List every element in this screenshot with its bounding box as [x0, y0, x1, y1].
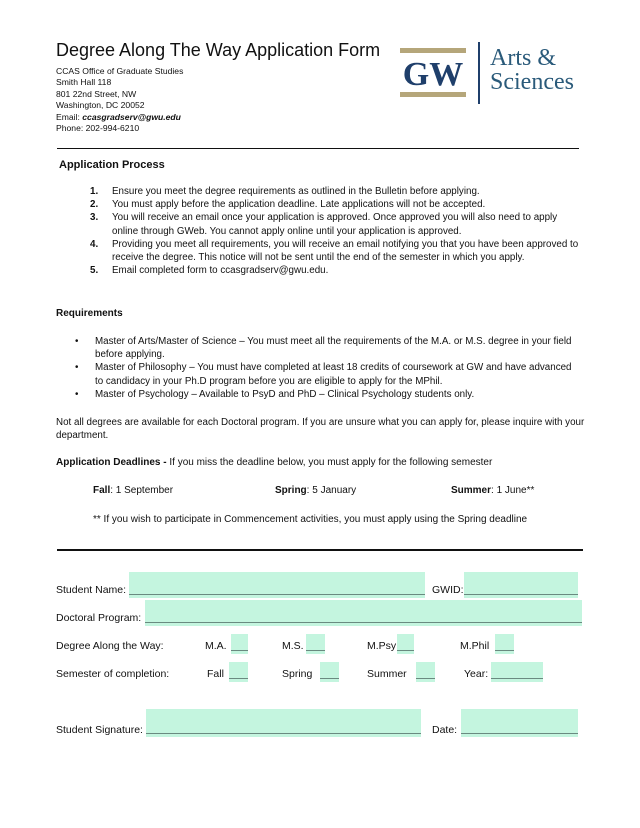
- office-address: [56, 66, 183, 134]
- deadline-fall: Fall: 1 September: [93, 485, 174, 496]
- office-email-link[interactable]: ccasgradserv@gwu.edu: [82, 111, 181, 122]
- degree-option-ma-field[interactable]: [231, 634, 248, 654]
- doctoral-program-label: Doctoral Program:: [56, 612, 142, 624]
- degree-option-mphil-label: M.Phil: [460, 640, 490, 652]
- list-item: • Master of Arts/Master of Science – You must meet all the requirements of the M.A. or M.S. degree in your field before applying.: [75, 336, 572, 361]
- semester-option-spring-label: Spring: [282, 668, 313, 680]
- signature-label: Student Signature:: [56, 724, 143, 736]
- logo-divider: [478, 42, 480, 104]
- page-title: Degree Along The Way Application Form: [56, 40, 381, 60]
- student-name-field[interactable]: [129, 572, 425, 598]
- requirements-list: [75, 335, 580, 401]
- year-field[interactable]: [491, 662, 543, 682]
- office-line: Washington, DC 20052: [56, 100, 145, 111]
- list-item: 5. Email completed form to ccasgradserv@gwu.edu.: [90, 265, 329, 277]
- year-label: Year:: [464, 668, 489, 680]
- list-item: 2. You must apply before the application deadline. Late applications will not be accepted.: [90, 199, 486, 211]
- form-divider: [57, 549, 583, 551]
- header-divider: [57, 148, 579, 149]
- list-item: • Master of Philosophy – You must have completed at least 18 credits of coursework at GW and have advanced to candidacy in your Ph.D program before you are eligible to apply for the MPhil.: [75, 362, 572, 387]
- degree-option-mphil-field[interactable]: [495, 634, 514, 654]
- gw-logo-mark: [400, 48, 466, 101]
- requirements-heading: Requirements: [56, 308, 123, 319]
- list-item: 4. Providing you meet all requirements, you will receive an email notifying you that you have been approved to receive the degree. This notice will not be sent until the end of the semester in which you apply.: [90, 238, 579, 264]
- semester-option-fall-label: Fall: [207, 668, 224, 680]
- degree-option-ms-label: M.S.: [282, 640, 304, 652]
- degree-option-mpsy-label: M.Psy: [367, 640, 397, 652]
- doctoral-program-field[interactable]: [145, 600, 582, 626]
- logo-line-2: Sciences: [490, 69, 574, 95]
- gwid-field[interactable]: [464, 572, 578, 598]
- office-email: Email: ccasgradserv@gwu.edu: [56, 111, 181, 122]
- gwid-label: GWID:: [432, 584, 464, 596]
- deadline-spring: Spring: 5 January: [275, 485, 357, 496]
- gw-logo-text: GW: [402, 56, 464, 93]
- list-item: 1. Ensure you meet the degree requirements as outlined in the Bulletin before applying.: [90, 186, 480, 197]
- bullet-icon: •: [75, 336, 79, 347]
- list-item: 3. You will receive an email once your application is approved. Once approved you will also need to apply online through GWeb. You cannot apply online until your application is approved.: [90, 212, 558, 237]
- degree-option-mpsy-field[interactable]: [397, 634, 414, 654]
- degree-option-ms-field[interactable]: [306, 634, 325, 654]
- list-item: • Master of Psychology – Available to PsyD and PhD – Clinical Psychology students only.: [75, 388, 475, 400]
- deadlines-intro: Application Deadlines - If you miss the deadline below, you must apply for the following semester: [56, 457, 493, 468]
- office-line: Smith Hall 118: [56, 77, 112, 88]
- student-name-label: Student Name:: [56, 584, 127, 596]
- office-phone: Phone: 202-994-6210: [56, 123, 140, 134]
- arts-sciences-logo: [490, 46, 574, 94]
- signature-field[interactable]: [146, 709, 421, 737]
- deadline-summer: Summer: 1 June**: [451, 485, 535, 496]
- bullet-icon: •: [75, 388, 79, 400]
- office-line: 801 22nd Street, NW: [56, 88, 137, 99]
- degree-label: Degree Along the Way:: [56, 640, 164, 652]
- commencement-note: ** If you wish to participate in Commencement activities, you must apply using the Spring deadline: [93, 514, 528, 525]
- office-line: CCAS Office of Graduate Studies: [56, 66, 184, 76]
- degree-option-ma-label: M.A.: [205, 640, 227, 652]
- process-steps-list: [90, 185, 580, 277]
- semester-option-fall-field[interactable]: [229, 662, 248, 682]
- semester-label: Semester of completion:: [56, 668, 170, 680]
- availability-note: Not all degrees are available for each Doctoral program. If you are unsure what you can apply for, please inquire with your department.: [56, 417, 585, 442]
- date-field[interactable]: [461, 709, 578, 737]
- bullet-icon: •: [75, 362, 79, 374]
- semester-option-summer-field[interactable]: [416, 662, 435, 682]
- semester-option-summer-label: Summer: [367, 668, 407, 680]
- process-heading: Application Process: [59, 159, 165, 171]
- logo-line-1: Arts &: [490, 45, 556, 71]
- semester-option-spring-field[interactable]: [320, 662, 339, 682]
- date-label: Date:: [432, 724, 458, 736]
